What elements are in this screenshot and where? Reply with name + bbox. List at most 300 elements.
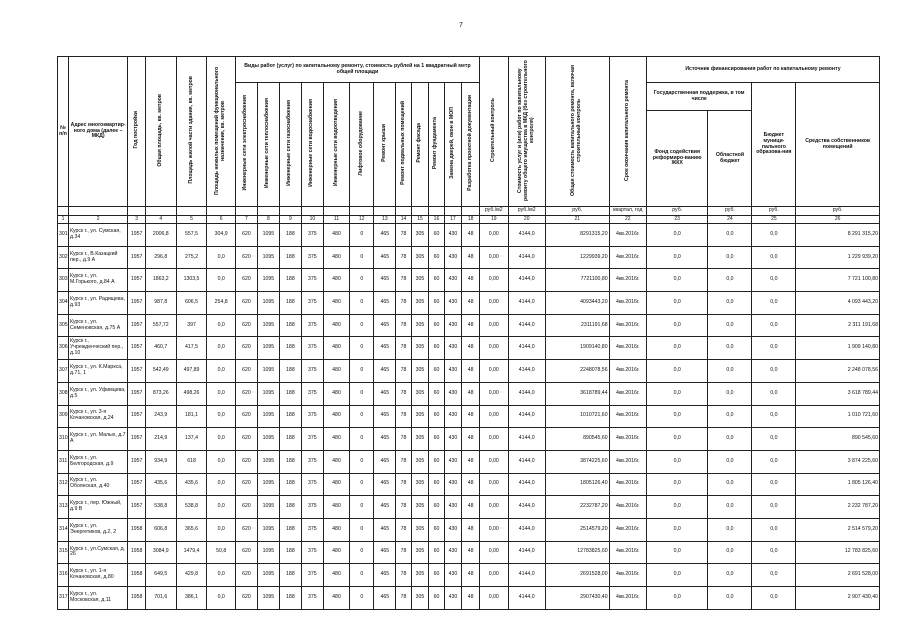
work-cost-cell-4: 375 bbox=[301, 337, 323, 360]
work-cost-cell-6: 0 bbox=[350, 428, 374, 451]
row-number: 317 bbox=[58, 587, 69, 610]
fund-cell: 0,0 bbox=[646, 314, 708, 337]
row-number: 316 bbox=[58, 564, 69, 587]
column-number: 12 bbox=[350, 216, 374, 224]
header-work-7: Ремонт крыши bbox=[380, 124, 387, 162]
row-number: 304 bbox=[58, 292, 69, 315]
work-cost-cell-3: 188 bbox=[279, 518, 301, 541]
work-cost-cell-6: 0 bbox=[350, 269, 374, 292]
work-cost-cell-13: 0,00 bbox=[479, 246, 508, 269]
nonres-area-cell: 0,0 bbox=[207, 337, 236, 360]
work-cost-cell-3: 188 bbox=[279, 292, 301, 315]
work-cost-cell-8: 78 bbox=[396, 541, 411, 564]
living-area-cell: 275,2 bbox=[176, 246, 207, 269]
header-work-2: Инженерные сети теплоснабжения bbox=[264, 97, 271, 189]
fund-cell: 0,0 bbox=[646, 473, 708, 496]
work-cost-cell-2: 1095 bbox=[257, 269, 279, 292]
work-cost-cell-6: 0 bbox=[350, 224, 374, 247]
address-cell: Курск г., ул. Радищева, д.93 bbox=[68, 292, 127, 315]
municipal-budget-cell: 0,0 bbox=[752, 450, 796, 473]
work-cost-cell-13: 0,00 bbox=[479, 450, 508, 473]
work-cost-cell-5: 480 bbox=[323, 360, 349, 383]
owners-funds-cell: 4 093 443,20 bbox=[796, 292, 880, 315]
work-cost-cell-7: 465 bbox=[374, 224, 396, 247]
work-cost-cell-9: 305 bbox=[411, 292, 429, 315]
address-cell: Курск г., ул. Уфимцева, д.5 bbox=[68, 382, 127, 405]
work-cost-cell-5: 480 bbox=[323, 587, 349, 610]
header-work-12: Разработка проектной документации bbox=[466, 95, 473, 191]
work-cost-cell-7: 465 bbox=[374, 246, 396, 269]
municipal-budget-cell: 0,0 bbox=[752, 224, 796, 247]
address-cell: Курск г., ул. Белгородская, д.9 bbox=[68, 450, 127, 473]
living-area-cell: 181,1 bbox=[176, 405, 207, 428]
work-cost-cell-12: 48 bbox=[462, 337, 480, 360]
work-cost-cell-8: 78 bbox=[396, 337, 411, 360]
unit-rub-fund: руб. bbox=[646, 207, 708, 216]
work-cost-cell-11: 430 bbox=[444, 428, 462, 451]
work-cost-cell-2: 1095 bbox=[257, 337, 279, 360]
total-cost-cell: 12783825,60 bbox=[545, 541, 609, 564]
column-number: 10 bbox=[301, 216, 323, 224]
table-row bbox=[58, 246, 880, 269]
work-cost-cell-1: 620 bbox=[235, 496, 257, 519]
column-number: 3 bbox=[128, 216, 146, 224]
work-cost-cell-5: 480 bbox=[323, 337, 349, 360]
owners-funds-cell: 3 874 225,60 bbox=[796, 450, 880, 473]
table-row bbox=[58, 382, 880, 405]
total-area-cell: 3084,9 bbox=[145, 541, 176, 564]
header-finance-group: Источник финансирования работ по капитальному ремонту bbox=[646, 57, 879, 83]
header-work-5: Инженерные сети водоотведения bbox=[332, 99, 339, 187]
work-cost-cell-2: 1095 bbox=[257, 428, 279, 451]
work-cost-cell-8: 78 bbox=[396, 473, 411, 496]
work-cost-cell-3: 188 bbox=[279, 337, 301, 360]
work-cost-cell-7: 465 bbox=[374, 587, 396, 610]
municipal-budget-cell: 0,0 bbox=[752, 405, 796, 428]
row-number: 306 bbox=[58, 337, 69, 360]
work-cost-cell-8: 78 bbox=[396, 224, 411, 247]
year-cell: 1958 bbox=[128, 564, 146, 587]
work-cost-cell-11: 430 bbox=[444, 496, 462, 519]
address-cell: Курск г., ул. М.Горького, д.84 А bbox=[68, 269, 127, 292]
work-cost-cell-9: 305 bbox=[411, 314, 429, 337]
total-cost-cell: 4093443,20 bbox=[545, 292, 609, 315]
address-cell: Курск г., ул.Сумская, д. 26 bbox=[68, 541, 127, 564]
work-cost-cell-6: 0 bbox=[350, 382, 374, 405]
total-cost-cell: 1010721,60 bbox=[545, 405, 609, 428]
header-owners: Средства собственников помещений bbox=[796, 83, 880, 207]
header-works-group: Виды работ (услуг) по капитальному ремонту, стоимость рублей на 1 квадратный метр общей площади bbox=[235, 57, 479, 83]
work-cost-cell-12: 48 bbox=[462, 224, 480, 247]
total-area-cell: 557,72 bbox=[145, 314, 176, 337]
total-cost-cell: 890545,60 bbox=[545, 428, 609, 451]
work-cost-cell-12: 48 bbox=[462, 382, 480, 405]
column-number: 8 bbox=[257, 216, 279, 224]
work-cost-cell-2: 1095 bbox=[257, 450, 279, 473]
work-cost-cell-8: 78 bbox=[396, 382, 411, 405]
column-number: 16 bbox=[429, 216, 444, 224]
deadline-cell: 4кв.2016г. bbox=[609, 405, 646, 428]
fund-cell: 0,0 bbox=[646, 360, 708, 383]
total-area-cell: 460,7 bbox=[145, 337, 176, 360]
deadline-cell: 4кв.2016г. bbox=[609, 564, 646, 587]
header-work-9: Ремонт фасада bbox=[415, 123, 422, 163]
work-cost-cell-2: 1095 bbox=[257, 382, 279, 405]
deadline-cell: 4кв.2016г. bbox=[609, 496, 646, 519]
deadline-cell: 4кв.2016г. bbox=[609, 428, 646, 451]
fund-cell: 0,0 bbox=[646, 450, 708, 473]
nonres-area-cell: 0,0 bbox=[207, 269, 236, 292]
row-number: 311 bbox=[58, 450, 69, 473]
work-cost-cell-6: 0 bbox=[350, 541, 374, 564]
work-cost-cell-2: 1095 bbox=[257, 564, 279, 587]
work-cost-cell-8: 78 bbox=[396, 587, 411, 610]
work-cost-cell-11: 430 bbox=[444, 269, 462, 292]
living-area-cell: 618 bbox=[176, 450, 207, 473]
work-cost-cell-12: 48 bbox=[462, 314, 480, 337]
owners-funds-cell: 1 805 126,40 bbox=[796, 473, 880, 496]
work-cost-cell-12: 48 bbox=[462, 246, 480, 269]
work-cost-cell-6: 0 bbox=[350, 496, 374, 519]
work-cost-cell-5: 480 bbox=[323, 292, 349, 315]
work-cost-cell-1: 620 bbox=[235, 269, 257, 292]
column-number: 21 bbox=[545, 216, 609, 224]
year-cell: 1957 bbox=[128, 382, 146, 405]
table-row bbox=[58, 496, 880, 519]
work-cost-cell-7: 465 bbox=[374, 428, 396, 451]
regional-budget-cell: 0,0 bbox=[708, 473, 752, 496]
nonres-area-cell: 0,0 bbox=[207, 428, 236, 451]
table-row bbox=[58, 473, 880, 496]
column-number: 18 bbox=[462, 216, 480, 224]
year-cell: 1957 bbox=[128, 246, 146, 269]
year-cell: 1957 bbox=[128, 473, 146, 496]
total-area-cell: 542,49 bbox=[145, 360, 176, 383]
work-cost-cell-13: 0,00 bbox=[479, 269, 508, 292]
deadline-cell: 4кв.2016г. bbox=[609, 518, 646, 541]
living-area-cell: 386,1 bbox=[176, 587, 207, 610]
municipal-budget-cell: 0,0 bbox=[752, 269, 796, 292]
total-cost-cell: 1805126,40 bbox=[545, 473, 609, 496]
address-cell: Курск г., пер. Южный, д.9 В bbox=[68, 496, 127, 519]
work-cost-cell-4: 375 bbox=[301, 518, 323, 541]
regional-budget-cell: 0,0 bbox=[708, 337, 752, 360]
year-cell: 1957 bbox=[128, 496, 146, 519]
work-cost-cell-9: 305 bbox=[411, 405, 429, 428]
work-cost-cell-3: 188 bbox=[279, 587, 301, 610]
row-number: 303 bbox=[58, 269, 69, 292]
row-number: 308 bbox=[58, 382, 69, 405]
owners-funds-cell: 12 783 825,60 bbox=[796, 541, 880, 564]
work-cost-cell-10: 60 bbox=[429, 314, 444, 337]
cost-per-m2-cell: 4144,0 bbox=[508, 292, 545, 315]
owners-funds-cell: 1 010 721,60 bbox=[796, 405, 880, 428]
nonres-area-cell: 0,0 bbox=[207, 518, 236, 541]
unit-quarter: квартал, год bbox=[609, 207, 646, 216]
work-cost-cell-2: 1095 bbox=[257, 541, 279, 564]
regional-budget-cell: 0,0 bbox=[708, 382, 752, 405]
work-cost-cell-5: 480 bbox=[323, 269, 349, 292]
work-cost-cell-2: 1095 bbox=[257, 405, 279, 428]
header-cost-per-m2: Стоимость услуг и (или) работ по капитальному ремонту общего имущества в МКД (без строительного контроля) bbox=[516, 59, 535, 201]
header-work-1: Инженерные сети электроснабжения bbox=[242, 95, 249, 191]
row-number: 314 bbox=[58, 518, 69, 541]
work-cost-cell-11: 430 bbox=[444, 382, 462, 405]
work-cost-cell-5: 480 bbox=[323, 382, 349, 405]
municipal-budget-cell: 0,0 bbox=[752, 518, 796, 541]
work-cost-cell-12: 48 bbox=[462, 587, 480, 610]
work-cost-cell-9: 305 bbox=[411, 450, 429, 473]
regional-budget-cell: 0,0 bbox=[708, 496, 752, 519]
cost-per-m2-cell: 4144,0 bbox=[508, 246, 545, 269]
total-cost-cell: 2907430,40 bbox=[545, 587, 609, 610]
work-cost-cell-9: 305 bbox=[411, 224, 429, 247]
nonres-area-cell: 0,0 bbox=[207, 496, 236, 519]
unit-rub-municipal: руб. bbox=[752, 207, 796, 216]
work-cost-cell-2: 1095 bbox=[257, 518, 279, 541]
work-cost-cell-2: 1095 bbox=[257, 292, 279, 315]
work-cost-cell-6: 0 bbox=[350, 360, 374, 383]
header-nonres-area: Площадь нежилых помещений функционального назначения, кв. метров bbox=[214, 65, 227, 195]
work-cost-cell-9: 305 bbox=[411, 428, 429, 451]
work-cost-cell-4: 375 bbox=[301, 450, 323, 473]
year-cell: 1958 bbox=[128, 518, 146, 541]
owners-funds-cell: 2 248 078,56 bbox=[796, 360, 880, 383]
work-cost-cell-11: 430 bbox=[444, 450, 462, 473]
work-cost-cell-13: 0,00 bbox=[479, 518, 508, 541]
work-cost-cell-6: 0 bbox=[350, 450, 374, 473]
work-cost-cell-4: 375 bbox=[301, 382, 323, 405]
total-area-cell: 214,9 bbox=[145, 428, 176, 451]
regional-budget-cell: 0,0 bbox=[708, 269, 752, 292]
living-area-cell: 365,6 bbox=[176, 518, 207, 541]
work-cost-cell-13: 0,00 bbox=[479, 224, 508, 247]
deadline-cell: 4кв.2016г. bbox=[609, 360, 646, 383]
work-cost-cell-7: 465 bbox=[374, 314, 396, 337]
living-area-cell: 137,4 bbox=[176, 428, 207, 451]
work-cost-cell-12: 48 bbox=[462, 269, 480, 292]
table-row bbox=[58, 360, 880, 383]
nonres-area-cell: 0,0 bbox=[207, 587, 236, 610]
work-cost-cell-10: 60 bbox=[429, 246, 444, 269]
work-cost-cell-11: 430 bbox=[444, 405, 462, 428]
table-row bbox=[58, 292, 880, 315]
work-cost-cell-12: 48 bbox=[462, 450, 480, 473]
work-cost-cell-10: 60 bbox=[429, 360, 444, 383]
column-number: 19 bbox=[479, 216, 508, 224]
address-cell: Курск г., Учрежденческий пер., д.10 bbox=[68, 337, 127, 360]
work-cost-cell-4: 375 bbox=[301, 269, 323, 292]
year-cell: 1958 bbox=[128, 587, 146, 610]
work-cost-cell-11: 430 bbox=[444, 360, 462, 383]
regional-budget-cell: 0,0 bbox=[708, 314, 752, 337]
work-cost-cell-6: 0 bbox=[350, 314, 374, 337]
column-number: 6 bbox=[207, 216, 236, 224]
work-cost-cell-11: 430 bbox=[444, 292, 462, 315]
work-cost-cell-11: 430 bbox=[444, 337, 462, 360]
header-municipal: Бюджет муници-пального образова-ния bbox=[752, 83, 796, 207]
municipal-budget-cell: 0,0 bbox=[752, 496, 796, 519]
year-cell: 1957 bbox=[128, 450, 146, 473]
regional-budget-cell: 0,0 bbox=[708, 564, 752, 587]
work-cost-cell-6: 0 bbox=[350, 405, 374, 428]
work-cost-cell-6: 0 bbox=[350, 246, 374, 269]
work-cost-cell-7: 465 bbox=[374, 541, 396, 564]
fund-cell: 0,0 bbox=[646, 292, 708, 315]
work-cost-cell-1: 620 bbox=[235, 292, 257, 315]
total-area-cell: 934,9 bbox=[145, 450, 176, 473]
table-row bbox=[58, 541, 880, 564]
column-number: 20 bbox=[508, 216, 545, 224]
header-total-area: Общая площадь, кв. метров bbox=[156, 93, 163, 167]
work-cost-cell-11: 430 bbox=[444, 564, 462, 587]
table-row bbox=[58, 587, 880, 610]
living-area-cell: 417,5 bbox=[176, 337, 207, 360]
work-cost-cell-11: 430 bbox=[444, 518, 462, 541]
column-number: 7 bbox=[235, 216, 257, 224]
work-cost-cell-10: 60 bbox=[429, 292, 444, 315]
work-cost-cell-2: 1095 bbox=[257, 314, 279, 337]
address-cell: Курск г., ул. 3-я Кочановская, д.24 bbox=[68, 405, 127, 428]
header-year: Год постройки bbox=[132, 111, 139, 149]
municipal-budget-cell: 0,0 bbox=[752, 292, 796, 315]
work-cost-cell-10: 60 bbox=[429, 541, 444, 564]
row-number: 305 bbox=[58, 314, 69, 337]
work-cost-cell-1: 620 bbox=[235, 382, 257, 405]
row-number: 302 bbox=[58, 246, 69, 269]
work-cost-cell-3: 188 bbox=[279, 360, 301, 383]
deadline-cell: 4кв.2016г. bbox=[609, 450, 646, 473]
work-cost-cell-3: 188 bbox=[279, 269, 301, 292]
owners-funds-cell: 3 618 789,44 bbox=[796, 382, 880, 405]
total-area-cell: 435,6 bbox=[145, 473, 176, 496]
unit-rub-regional: руб. bbox=[708, 207, 752, 216]
deadline-cell: 4кв.2016г. bbox=[609, 473, 646, 496]
work-cost-cell-10: 60 bbox=[429, 382, 444, 405]
row-number: 313 bbox=[58, 496, 69, 519]
living-area-cell: 1479,4 bbox=[176, 541, 207, 564]
deadline-cell: 4кв.2016г. bbox=[609, 269, 646, 292]
nonres-area-cell: 0,0 bbox=[207, 564, 236, 587]
work-cost-cell-3: 188 bbox=[279, 496, 301, 519]
table-row bbox=[58, 564, 880, 587]
work-cost-cell-3: 188 bbox=[279, 450, 301, 473]
total-area-cell: 873,26 bbox=[145, 382, 176, 405]
header-work-11: Замена дверей, окон в МОП bbox=[448, 107, 455, 179]
nonres-area-cell: 0,0 bbox=[207, 382, 236, 405]
row-number: 315 bbox=[58, 541, 69, 564]
column-number-row bbox=[58, 216, 880, 224]
work-cost-cell-8: 78 bbox=[396, 269, 411, 292]
municipal-budget-cell: 0,0 bbox=[752, 360, 796, 383]
total-area-cell: 2006,8 bbox=[145, 224, 176, 247]
header-fund: Фонд содействия реформиро-ванию ЖКХ bbox=[646, 111, 708, 207]
work-cost-cell-8: 78 bbox=[396, 405, 411, 428]
capital-repair-table bbox=[57, 56, 880, 610]
work-cost-cell-4: 375 bbox=[301, 292, 323, 315]
column-number: 9 bbox=[279, 216, 301, 224]
work-cost-cell-13: 0,00 bbox=[479, 360, 508, 383]
regional-budget-cell: 0,0 bbox=[708, 428, 752, 451]
cost-per-m2-cell: 4144,0 bbox=[508, 496, 545, 519]
regional-budget-cell: 0,0 bbox=[708, 360, 752, 383]
work-cost-cell-13: 0,00 bbox=[479, 314, 508, 337]
work-cost-cell-4: 375 bbox=[301, 360, 323, 383]
address-cell: Курск г., ул. К.Маркса, д.71, 1 bbox=[68, 360, 127, 383]
fund-cell: 0,0 bbox=[646, 518, 708, 541]
column-number: 13 bbox=[374, 216, 396, 224]
work-cost-cell-4: 375 bbox=[301, 473, 323, 496]
total-area-cell: 649,5 bbox=[145, 564, 176, 587]
municipal-budget-cell: 0,0 bbox=[752, 587, 796, 610]
total-cost-cell: 2232787,20 bbox=[545, 496, 609, 519]
deadline-cell: 4кв.2016г. bbox=[609, 314, 646, 337]
owners-funds-cell: 8 291 315,20 bbox=[796, 224, 880, 247]
work-cost-cell-7: 465 bbox=[374, 496, 396, 519]
living-area-cell: 538,8 bbox=[176, 496, 207, 519]
work-cost-cell-13: 0,00 bbox=[479, 496, 508, 519]
work-cost-cell-9: 305 bbox=[411, 337, 429, 360]
header-state-support: Государственная поддержка, в том числе bbox=[646, 83, 751, 111]
total-area-cell: 296,8 bbox=[145, 246, 176, 269]
work-cost-cell-5: 480 bbox=[323, 450, 349, 473]
work-cost-cell-4: 375 bbox=[301, 246, 323, 269]
work-cost-cell-5: 480 bbox=[323, 564, 349, 587]
work-cost-cell-7: 465 bbox=[374, 473, 396, 496]
work-cost-cell-4: 375 bbox=[301, 564, 323, 587]
fund-cell: 0,0 bbox=[646, 337, 708, 360]
work-cost-cell-7: 465 bbox=[374, 518, 396, 541]
work-cost-cell-1: 620 bbox=[235, 405, 257, 428]
total-area-cell: 243,9 bbox=[145, 405, 176, 428]
work-cost-cell-12: 48 bbox=[462, 360, 480, 383]
work-cost-cell-9: 305 bbox=[411, 360, 429, 383]
regional-budget-cell: 0,0 bbox=[708, 224, 752, 247]
work-cost-cell-5: 480 bbox=[323, 314, 349, 337]
header-work-4: Инженерные сети водоснабжения bbox=[308, 99, 315, 187]
work-cost-cell-8: 78 bbox=[396, 450, 411, 473]
year-cell: 1957 bbox=[128, 428, 146, 451]
work-cost-cell-1: 620 bbox=[235, 428, 257, 451]
column-number: 22 bbox=[609, 216, 646, 224]
total-cost-cell: 3618789,44 bbox=[545, 382, 609, 405]
work-cost-cell-8: 78 bbox=[396, 496, 411, 519]
work-cost-cell-6: 0 bbox=[350, 473, 374, 496]
deadline-cell: 4кв.2016г. bbox=[609, 382, 646, 405]
work-cost-cell-7: 465 bbox=[374, 337, 396, 360]
work-cost-cell-8: 78 bbox=[396, 314, 411, 337]
total-cost-cell: 8291315,20 bbox=[545, 224, 609, 247]
work-cost-cell-10: 60 bbox=[429, 450, 444, 473]
total-area-cell: 538,8 bbox=[145, 496, 176, 519]
work-cost-cell-10: 60 bbox=[429, 428, 444, 451]
header-address: Адрес многоквартир-ного дома (далее – МКД) bbox=[68, 57, 127, 207]
work-cost-cell-1: 620 bbox=[235, 337, 257, 360]
work-cost-cell-1: 620 bbox=[235, 473, 257, 496]
work-cost-cell-3: 188 bbox=[279, 405, 301, 428]
header-deadline: Срок окончания капитального ремонта bbox=[623, 79, 630, 181]
owners-funds-cell: 1 229 939,20 bbox=[796, 246, 880, 269]
work-cost-cell-1: 620 bbox=[235, 518, 257, 541]
work-cost-cell-13: 0,00 bbox=[479, 292, 508, 315]
header-work-13: Строительный контроль bbox=[489, 98, 496, 162]
work-cost-cell-2: 1095 bbox=[257, 246, 279, 269]
work-cost-cell-13: 0,00 bbox=[479, 587, 508, 610]
work-cost-cell-12: 48 bbox=[462, 518, 480, 541]
work-cost-cell-1: 620 bbox=[235, 564, 257, 587]
owners-funds-cell: 2 311 191,68 bbox=[796, 314, 880, 337]
work-cost-cell-9: 305 bbox=[411, 269, 429, 292]
